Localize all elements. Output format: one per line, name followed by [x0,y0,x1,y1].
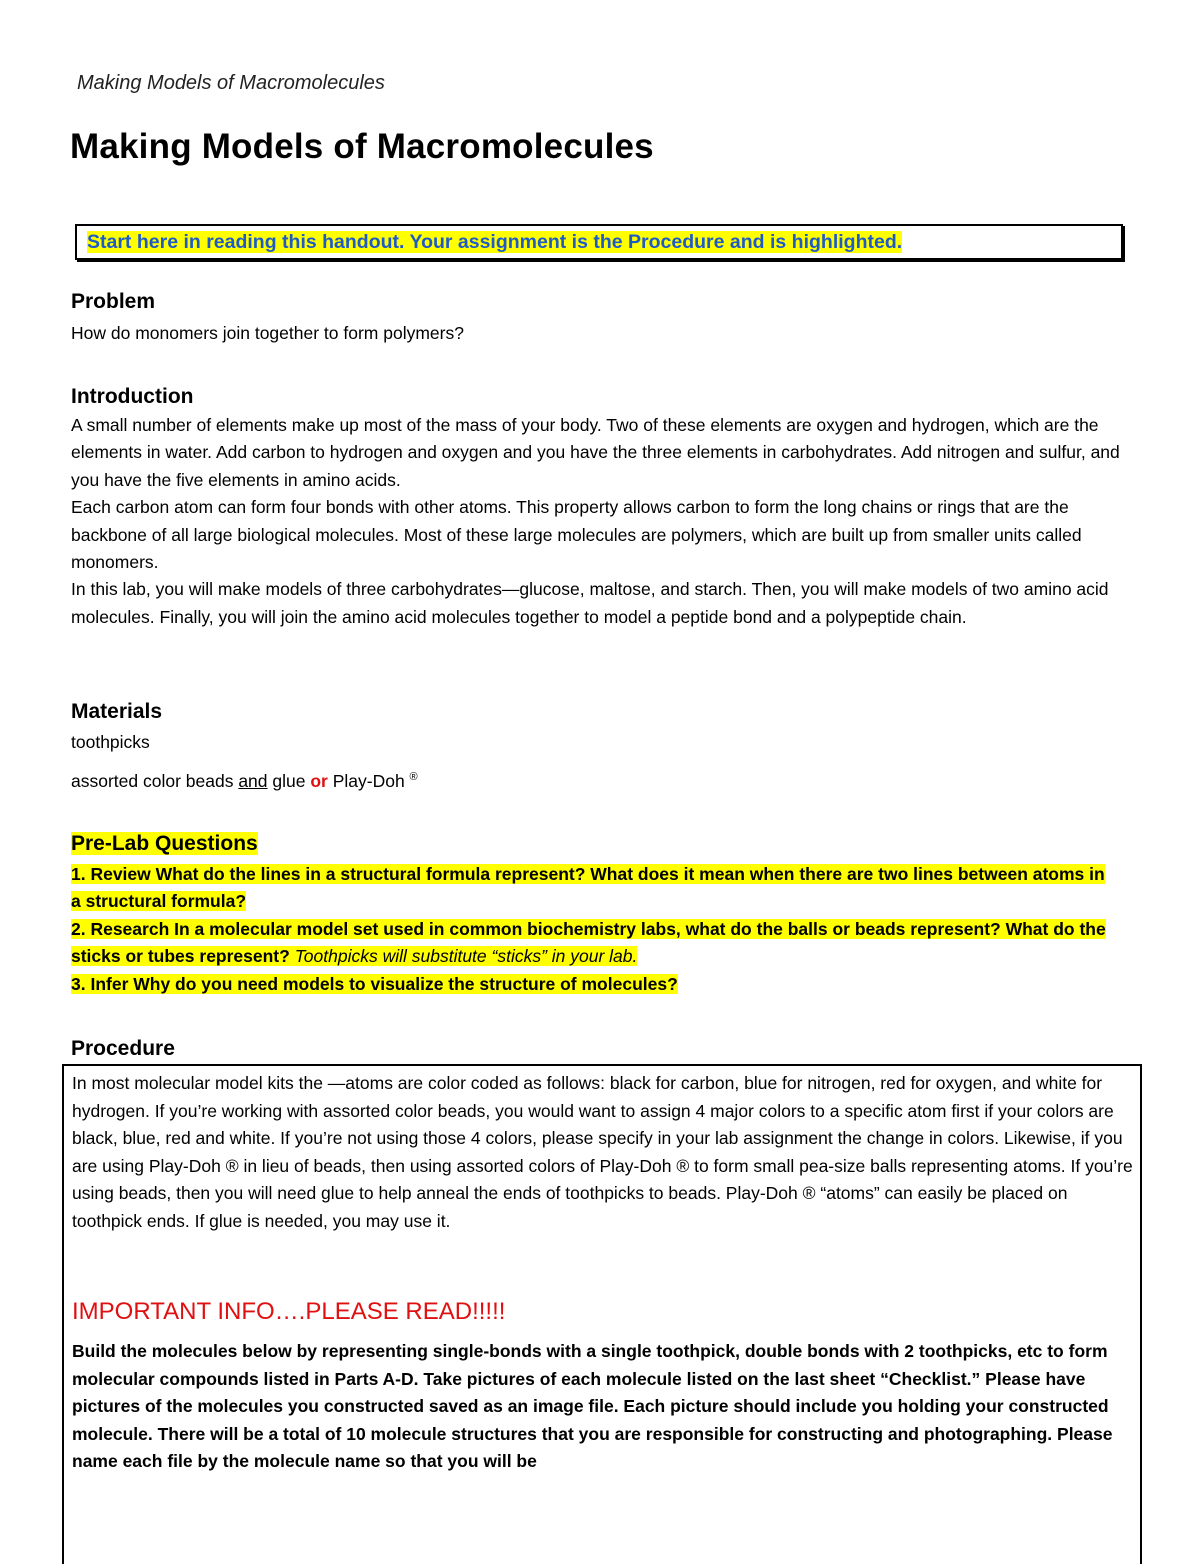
problem-text: How do monomers join together to form polymers? [71,323,464,343]
introduction-paragraph-2: Each carbon atom can form four bonds with other atoms. This property allows carbon to form the long chains or rings that are the backbone of all large biological molecules. Most of these large molecules are polymers, which are built up from smaller units called monomers. [71,497,1082,573]
prelab-question-1-text: 1. Review What do the lines in a structural formula represent? What does it mean when there are two lines between atoms in a structural formula? [71,864,1105,912]
procedure-text: In most molecular model kits the —atoms are color coded as follows: black for carbon, blue for nitrogen, red for oxygen, and white for hydrogen. If you’re working with assorted color beads, you would want to assign 4 major colors to a specific atom first if your colors are black, blue, red and white. If you’re not using those 4 colors, please specify in your lab assignment the change in colors. Likewise, if you are using Play-Doh ® in lieu of beads, then using assorted colors of Play-Doh ® to form small pea-size balls representing atoms. If you’re using beads, then you will need glue to help anneal the ends of toothpicks to beads. Play-Doh ® “atoms” can easily be placed on toothpick ends. If glue is needed, you may use it. [72,1073,1133,1231]
introduction-heading: Introduction [71,385,194,408]
materials-glue-text: glue [267,770,311,791]
introduction-body [71,412,1133,631]
important-notice: IMPORTANT INFO….PLEASE READ!!!!! [72,1298,506,1325]
materials-item-toothpicks: toothpicks [71,732,150,752]
prelab-question-3-text: 3. Infer Why do you need models to visualize the structure of molecules? [71,973,678,994]
materials-playdoh-text: Play-Doh [327,770,410,791]
materials-and: and [238,770,268,791]
prelab-heading [71,831,258,857]
introduction-paragraph-1: A small number of elements make up most of the mass of your body. Two of these elements are oxygen and hydrogen, which are the elements in water. Add carbon to hydrogen and oxygen and you have the three elements in carbohydrates. Add nitrogen and sulfur, and you have the five elements in amino acids. [71,415,1120,490]
prelab-heading-text: Pre-Lab Questions [71,832,258,855]
notice-text: Start here in reading this handout. Your assignment is the Procedure and is highlighted. [87,231,903,253]
registered-mark: ® [409,771,418,783]
materials-item-beads [71,764,1141,795]
running-header: Making Models of Macromolecules [77,72,385,94]
procedure-heading: Procedure [71,1037,175,1060]
prelab-question-1 [71,861,1111,916]
materials-heading: Materials [71,700,163,723]
page-title: Making Models of Macromolecules [70,127,654,166]
prelab-question-3 [71,971,1111,998]
prelab-question-2 [71,916,1111,971]
build-instructions: Build the molecules below by representing single-bonds with a single toothpick, double bonds with 2 toothpicks, etc to form molecular compounds listed in Parts A-D. Take pictures of each molecule listed on the last sheet “Checklist.” Please have pictures of the molecules you constructed saved as an image file. Each picture should include you holding your constructed molecule. There will be a total of 10 molecule structures that you are responsible for constructing and photographing. Please name each file by the molecule name so that you will be [72,1341,1113,1471]
problem-heading: Problem [71,290,156,313]
procedure-box [62,1064,1142,1564]
notice-box [75,224,1123,260]
prelab-question-2-note: Toothpicks will substitute “sticks” in your lab. [294,946,638,967]
materials-beads-text: assorted color beads [71,770,239,791]
introduction-paragraph-3: In this lab, you will make models of three carbohydrates—glucose, maltose, and starch. Then, you will make models of two amino acid molecules. Finally, you will join the amino acid molecules together to model a peptide bond and a polypeptide chain. [71,579,1109,627]
prelab-question-2-text: 2. Research In a molecular model set used in common biochemistry labs, what do the balls or beads represent? What do the sticks or tubes represent? [71,918,1106,967]
materials-or: or [310,770,328,791]
prelab-questions [71,861,1111,998]
